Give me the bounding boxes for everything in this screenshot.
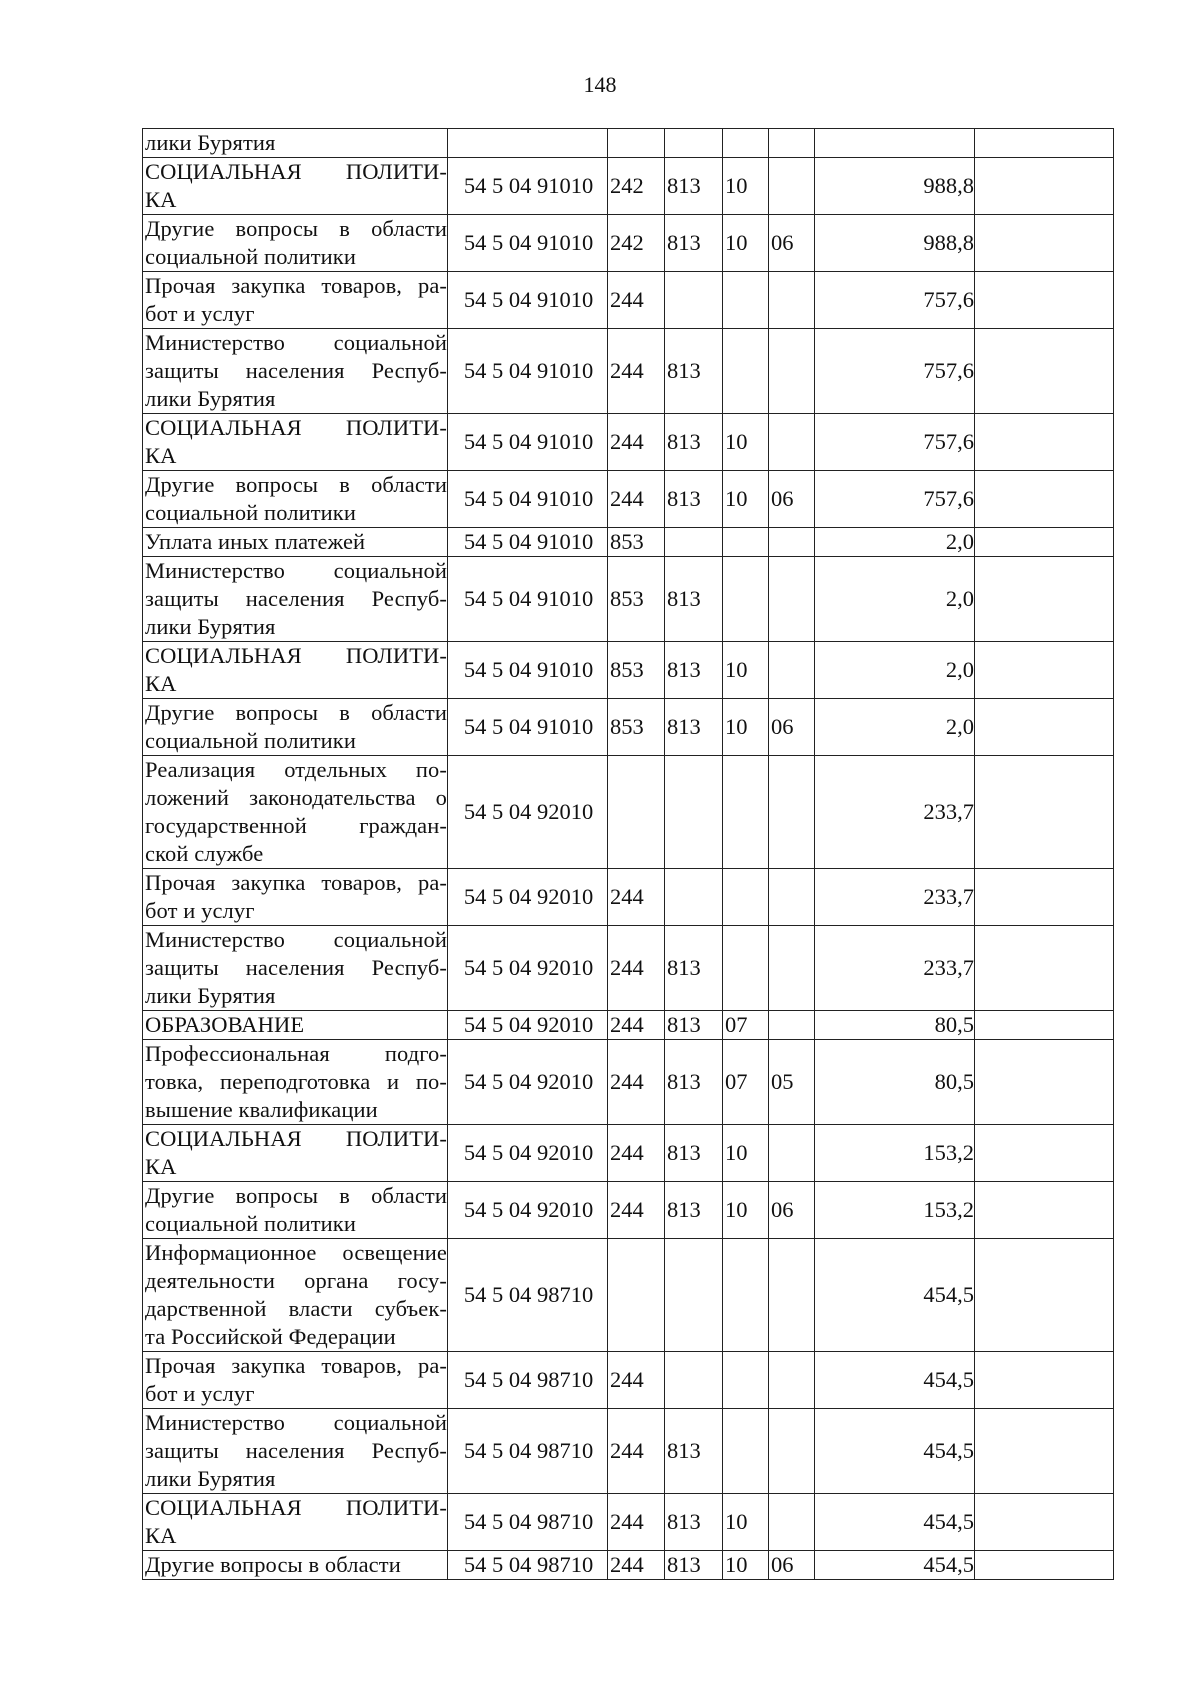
row-name-line: лики Бурятия (145, 1466, 276, 1491)
amount-cell: 233,7 (815, 926, 975, 1011)
row-name-line: деятельности органа госу- (145, 1268, 447, 1293)
target-code-cell: 54 5 04 98710 (448, 1239, 608, 1352)
target-code-cell: 54 5 04 91010 (448, 699, 608, 756)
blank-cell (975, 528, 1114, 557)
expense-type-cell: 853 (608, 528, 665, 557)
blank-cell (975, 471, 1114, 528)
grbs-cell (665, 756, 723, 869)
row-name-line: социальной политики (145, 500, 356, 525)
grbs-cell: 813 (665, 1125, 723, 1182)
amount-cell: 757,6 (815, 471, 975, 528)
row-name-line: лики Бурятия (145, 386, 276, 411)
section-cell: 10 (723, 1494, 769, 1551)
grbs-cell (665, 1352, 723, 1409)
row-name-line: лики Бурятия (145, 614, 276, 639)
grbs-cell: 813 (665, 471, 723, 528)
section-cell (723, 329, 769, 414)
target-code-cell: 54 5 04 91010 (448, 528, 608, 557)
subsection-cell: 06 (769, 1182, 815, 1239)
expense-type-cell: 853 (608, 699, 665, 756)
section-cell: 10 (723, 1551, 769, 1580)
blank-cell (975, 272, 1114, 329)
expense-type-cell: 242 (608, 215, 665, 272)
expense-type-cell: 244 (608, 1409, 665, 1494)
table-row (143, 869, 1114, 926)
table-row (143, 699, 1114, 756)
blank-cell (975, 1409, 1114, 1494)
row-name-line: КА (145, 187, 177, 212)
blank-cell (975, 1352, 1114, 1409)
expense-type-cell: 244 (608, 1182, 665, 1239)
row-name-line: социальной политики (145, 728, 356, 753)
amount-cell: 454,5 (815, 1239, 975, 1352)
row-name-cell (143, 1494, 448, 1551)
target-code-cell: 54 5 04 92010 (448, 756, 608, 869)
section-cell (723, 272, 769, 329)
table-row (143, 756, 1114, 869)
row-name-cell (143, 1352, 448, 1409)
target-code-cell: 54 5 04 92010 (448, 1011, 608, 1040)
subsection-cell (769, 129, 815, 158)
subsection-cell (769, 158, 815, 215)
section-cell (723, 1352, 769, 1409)
target-code-cell: 54 5 04 98710 (448, 1494, 608, 1551)
blank-cell (975, 1011, 1114, 1040)
expense-type-cell: 244 (608, 1011, 665, 1040)
blank-cell (975, 642, 1114, 699)
grbs-cell (665, 528, 723, 557)
amount-cell: 153,2 (815, 1182, 975, 1239)
row-name-line: бот и услуг (145, 898, 255, 923)
section-cell (723, 1239, 769, 1352)
section-cell: 10 (723, 158, 769, 215)
section-cell: 10 (723, 1182, 769, 1239)
row-name-line: СОЦИАЛЬНАЯ ПОЛИТИ- (145, 415, 447, 440)
grbs-cell: 813 (665, 1040, 723, 1125)
subsection-cell: 06 (769, 471, 815, 528)
row-name-cell (143, 1551, 448, 1580)
table-row (143, 471, 1114, 528)
amount-cell: 454,5 (815, 1409, 975, 1494)
section-cell (723, 557, 769, 642)
amount-cell: 454,5 (815, 1494, 975, 1551)
subsection-cell (769, 1409, 815, 1494)
target-code-cell: 54 5 04 91010 (448, 158, 608, 215)
row-name-line: социальной политики (145, 1211, 356, 1236)
row-name-line: Прочая закупка товаров, ра- (145, 1353, 447, 1378)
table-row (143, 1352, 1114, 1409)
grbs-cell: 813 (665, 926, 723, 1011)
grbs-cell: 813 (665, 1011, 723, 1040)
table-body (143, 129, 1114, 1580)
section-cell (723, 129, 769, 158)
row-name-cell (143, 1125, 448, 1182)
amount-cell: 757,6 (815, 329, 975, 414)
amount-cell: 757,6 (815, 272, 975, 329)
section-cell: 10 (723, 1125, 769, 1182)
expense-type-cell (608, 1239, 665, 1352)
subsection-cell (769, 272, 815, 329)
blank-cell (975, 869, 1114, 926)
row-name-line: СОЦИАЛЬНАЯ ПОЛИТИ- (145, 1495, 447, 1520)
section-cell: 10 (723, 414, 769, 471)
row-name-line: защиты населения Респуб- (145, 955, 447, 980)
amount-cell: 2,0 (815, 699, 975, 756)
table-row (143, 1125, 1114, 1182)
target-code-cell: 54 5 04 91010 (448, 471, 608, 528)
expense-type-cell (608, 129, 665, 158)
row-name-line: Профессиональная подго- (145, 1041, 447, 1066)
blank-cell (975, 158, 1114, 215)
target-code-cell: 54 5 04 91010 (448, 557, 608, 642)
row-name-line: Министерство социальной (145, 927, 447, 952)
subsection-cell (769, 1239, 815, 1352)
blank-cell (975, 1239, 1114, 1352)
grbs-cell: 813 (665, 1494, 723, 1551)
table-row (143, 1182, 1114, 1239)
section-cell: 10 (723, 471, 769, 528)
row-name-cell (143, 1011, 448, 1040)
row-name-cell (143, 272, 448, 329)
subsection-cell (769, 1494, 815, 1551)
row-name-line: СОЦИАЛЬНАЯ ПОЛИТИ- (145, 159, 447, 184)
row-name-cell (143, 926, 448, 1011)
expense-type-cell: 244 (608, 1494, 665, 1551)
row-name-line: Другие вопросы в области (145, 1552, 401, 1577)
amount-cell: 153,2 (815, 1125, 975, 1182)
row-name-cell (143, 1409, 448, 1494)
row-name-line: государственной граждан- (145, 813, 447, 838)
subsection-cell (769, 557, 815, 642)
expense-type-cell: 244 (608, 1352, 665, 1409)
expense-type-cell (608, 756, 665, 869)
section-cell (723, 926, 769, 1011)
target-code-cell: 54 5 04 98710 (448, 1551, 608, 1580)
subsection-cell (769, 414, 815, 471)
blank-cell (975, 1125, 1114, 1182)
row-name-line: Другие вопросы в области (145, 700, 447, 725)
grbs-cell: 813 (665, 1409, 723, 1494)
row-name-line: СОЦИАЛЬНАЯ ПОЛИТИ- (145, 643, 447, 668)
section-cell (723, 869, 769, 926)
subsection-cell (769, 1352, 815, 1409)
subsection-cell (769, 329, 815, 414)
subsection-cell (769, 1011, 815, 1040)
subsection-cell (769, 1125, 815, 1182)
row-name-line: КА (145, 1154, 177, 1179)
amount-cell: 80,5 (815, 1040, 975, 1125)
row-name-cell (143, 1182, 448, 1239)
grbs-cell (665, 129, 723, 158)
expense-type-cell: 853 (608, 642, 665, 699)
row-name-cell (143, 158, 448, 215)
target-code-cell: 54 5 04 98710 (448, 1409, 608, 1494)
row-name-line: Министерство социальной (145, 1410, 447, 1435)
expense-type-cell: 244 (608, 272, 665, 329)
row-name-cell (143, 1239, 448, 1352)
row-name-line: бот и услуг (145, 301, 255, 326)
grbs-cell: 813 (665, 158, 723, 215)
row-name-cell (143, 1040, 448, 1125)
blank-cell (975, 1551, 1114, 1580)
target-code-cell: 54 5 04 92010 (448, 1040, 608, 1125)
row-name-line: ложений законодательства о (145, 785, 447, 810)
table-row (143, 272, 1114, 329)
expense-type-cell: 244 (608, 329, 665, 414)
table-row (143, 1494, 1114, 1551)
row-name-line: лики Бурятия (145, 983, 276, 1008)
row-name-cell (143, 215, 448, 272)
table-row (143, 1409, 1114, 1494)
section-cell (723, 756, 769, 869)
row-name-line: дарственной власти субъек- (145, 1296, 447, 1321)
row-name-line: защиты населения Респуб- (145, 586, 447, 611)
subsection-cell (769, 642, 815, 699)
target-code-cell: 54 5 04 92010 (448, 869, 608, 926)
grbs-cell: 813 (665, 557, 723, 642)
grbs-cell: 813 (665, 329, 723, 414)
section-cell: 07 (723, 1040, 769, 1125)
blank-cell (975, 329, 1114, 414)
table-row (143, 329, 1114, 414)
amount-cell: 2,0 (815, 557, 975, 642)
grbs-cell (665, 272, 723, 329)
subsection-cell (769, 528, 815, 557)
row-name-cell (143, 471, 448, 528)
expense-type-cell: 244 (608, 471, 665, 528)
table-row (143, 1011, 1114, 1040)
table-row (143, 1239, 1114, 1352)
expense-type-cell: 242 (608, 158, 665, 215)
target-code-cell: 54 5 04 91010 (448, 642, 608, 699)
row-name-cell (143, 329, 448, 414)
amount-cell (815, 129, 975, 158)
expense-type-cell: 244 (608, 869, 665, 926)
row-name-line: Другие вопросы в области (145, 216, 447, 241)
blank-cell (975, 215, 1114, 272)
page-number: 148 (583, 72, 617, 97)
table-row (143, 1551, 1114, 1580)
section-cell (723, 528, 769, 557)
grbs-cell: 813 (665, 215, 723, 272)
target-code-cell (448, 129, 608, 158)
row-name-cell (143, 699, 448, 756)
section-cell: 10 (723, 642, 769, 699)
blank-cell (975, 756, 1114, 869)
row-name-line: защиты населения Респуб- (145, 1438, 447, 1463)
target-code-cell: 54 5 04 92010 (448, 1182, 608, 1239)
table-row (143, 926, 1114, 1011)
section-cell (723, 1409, 769, 1494)
table-row (143, 642, 1114, 699)
section-cell: 07 (723, 1011, 769, 1040)
target-code-cell: 54 5 04 92010 (448, 1125, 608, 1182)
target-code-cell: 54 5 04 91010 (448, 272, 608, 329)
row-name-line: та Российской Федерации (145, 1324, 396, 1349)
row-name-cell (143, 756, 448, 869)
amount-cell: 233,7 (815, 869, 975, 926)
row-name-line: ОБРАЗОВАНИЕ (145, 1012, 305, 1037)
row-name-line: товка, переподготовка и по- (145, 1069, 447, 1094)
subsection-cell: 06 (769, 699, 815, 756)
row-name-line: Прочая закупка товаров, ра- (145, 273, 447, 298)
expense-type-cell: 853 (608, 557, 665, 642)
row-name-cell (143, 557, 448, 642)
amount-cell: 2,0 (815, 642, 975, 699)
row-name-line: СОЦИАЛЬНАЯ ПОЛИТИ- (145, 1126, 447, 1151)
row-name-line: Министерство социальной (145, 558, 447, 583)
row-name-line: вышение квалификации (145, 1097, 378, 1122)
subsection-cell: 06 (769, 215, 815, 272)
grbs-cell: 813 (665, 1182, 723, 1239)
amount-cell: 757,6 (815, 414, 975, 471)
row-name-line: ской службе (145, 841, 264, 866)
expense-type-cell: 244 (608, 1040, 665, 1125)
amount-cell: 454,5 (815, 1352, 975, 1409)
table-row (143, 528, 1114, 557)
amount-cell: 454,5 (815, 1551, 975, 1580)
blank-cell (975, 1182, 1114, 1239)
blank-cell (975, 557, 1114, 642)
row-name-cell (143, 414, 448, 471)
target-code-cell: 54 5 04 91010 (448, 215, 608, 272)
row-name-line: Информационное освещение (145, 1240, 447, 1265)
table-row (143, 414, 1114, 471)
blank-cell (975, 1494, 1114, 1551)
row-name-cell (143, 869, 448, 926)
row-name-cell (143, 642, 448, 699)
blank-cell (975, 129, 1114, 158)
row-name-line: Другие вопросы в области (145, 472, 447, 497)
row-name-line: КА (145, 1523, 177, 1548)
amount-cell: 988,8 (815, 215, 975, 272)
row-name-line: Министерство социальной (145, 330, 447, 355)
grbs-cell: 813 (665, 642, 723, 699)
grbs-cell: 813 (665, 1551, 723, 1580)
row-name-line: бот и услуг (145, 1381, 255, 1406)
table-row (143, 557, 1114, 642)
subsection-cell (769, 756, 815, 869)
target-code-cell: 54 5 04 98710 (448, 1352, 608, 1409)
subsection-cell: 06 (769, 1551, 815, 1580)
row-name-line: КА (145, 443, 177, 468)
subsection-cell (769, 869, 815, 926)
grbs-cell: 813 (665, 414, 723, 471)
blank-cell (975, 414, 1114, 471)
expense-type-cell: 244 (608, 926, 665, 1011)
subsection-cell (769, 926, 815, 1011)
subsection-cell: 05 (769, 1040, 815, 1125)
table-row (143, 129, 1114, 158)
expense-type-cell: 244 (608, 1125, 665, 1182)
target-code-cell: 54 5 04 91010 (448, 414, 608, 471)
expense-type-cell: 244 (608, 414, 665, 471)
blank-cell (975, 699, 1114, 756)
expense-type-cell: 244 (608, 1551, 665, 1580)
row-name-line: лики Бурятия (145, 130, 276, 155)
section-cell: 10 (723, 215, 769, 272)
grbs-cell (665, 1239, 723, 1352)
row-name-cell (143, 129, 448, 158)
row-name-line: социальной политики (145, 244, 356, 269)
row-name-line: Другие вопросы в области (145, 1183, 447, 1208)
table-row (143, 215, 1114, 272)
budget-table (142, 128, 1114, 1580)
grbs-cell: 813 (665, 699, 723, 756)
amount-cell: 2,0 (815, 528, 975, 557)
table-row (143, 1040, 1114, 1125)
amount-cell: 80,5 (815, 1011, 975, 1040)
amount-cell: 988,8 (815, 158, 975, 215)
blank-cell (975, 1040, 1114, 1125)
row-name-line: Уплата иных платежей (145, 529, 366, 554)
blank-cell (975, 926, 1114, 1011)
section-cell: 10 (723, 699, 769, 756)
amount-cell: 233,7 (815, 756, 975, 869)
table-row (143, 158, 1114, 215)
row-name-line: защиты населения Респуб- (145, 358, 447, 383)
target-code-cell: 54 5 04 92010 (448, 926, 608, 1011)
grbs-cell (665, 869, 723, 926)
row-name-line: Прочая закупка товаров, ра- (145, 870, 447, 895)
row-name-line: КА (145, 671, 177, 696)
target-code-cell: 54 5 04 91010 (448, 329, 608, 414)
row-name-line: Реализация отдельных по- (145, 757, 447, 782)
row-name-cell (143, 528, 448, 557)
